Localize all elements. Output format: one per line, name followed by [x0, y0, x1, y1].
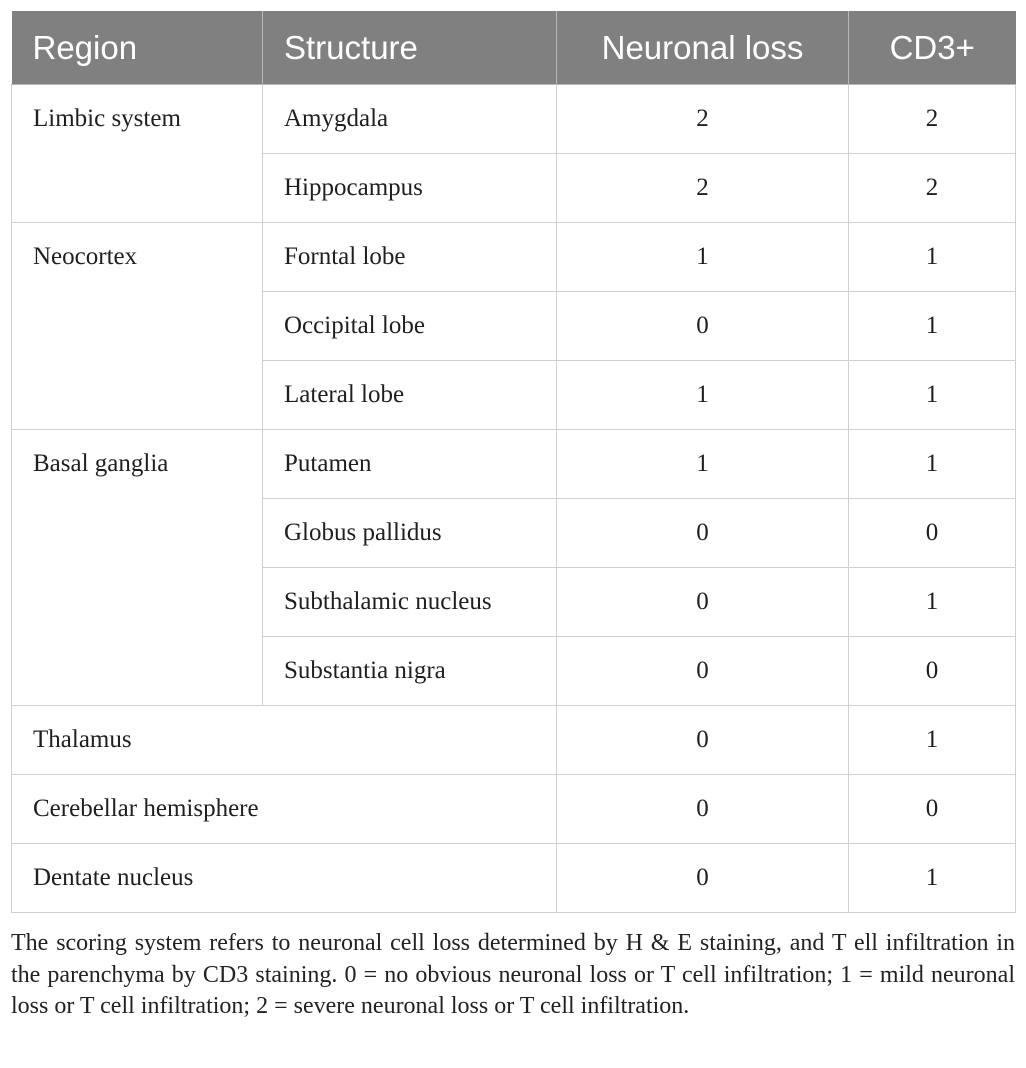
- cd3-cell: 0: [849, 775, 1016, 844]
- table-header-row: [12, 11, 1016, 85]
- structure-cell: Lateral lobe: [263, 361, 557, 430]
- structure-cell: Occipital lobe: [263, 292, 557, 361]
- header-structure: Structure: [263, 11, 557, 85]
- cd3-cell: 1: [849, 568, 1016, 637]
- structure-cell: Substantia nigra: [263, 637, 557, 706]
- neuronal-loss-cell: 1: [557, 223, 849, 292]
- region-cell: Dentate nucleus: [12, 844, 557, 913]
- table-row: [12, 223, 1016, 292]
- scoring-table: [11, 11, 1016, 913]
- cd3-cell: 1: [849, 292, 1016, 361]
- cd3-cell: 1: [849, 430, 1016, 499]
- cd3-cell: 1: [849, 361, 1016, 430]
- table-footnote: The scoring system refers to neuronal cell loss determined by H & E staining, and T ell infiltration in the parenchyma by CD3 staining. 0 = no obvious neuronal loss or T cell infiltration; 1 = mild neuronal loss or T cell infiltration; 2 = severe neuronal loss or T cell infiltration.: [11, 930, 1015, 1019]
- region-cell: Cerebellar hemisphere: [12, 775, 557, 844]
- region-cell: Limbic system: [12, 85, 263, 223]
- neuronal-loss-cell: 0: [557, 706, 849, 775]
- table-row: [12, 706, 1016, 775]
- structure-cell: Putamen: [263, 430, 557, 499]
- table-row: [12, 844, 1016, 913]
- neuronal-loss-cell: 1: [557, 430, 849, 499]
- region-cell: Thalamus: [12, 706, 557, 775]
- structure-cell: Amygdala: [263, 85, 557, 154]
- cd3-cell: 1: [849, 706, 1016, 775]
- neuronal-loss-cell: 2: [557, 85, 849, 154]
- structure-cell: Subthalamic nucleus: [263, 568, 557, 637]
- neuronal-loss-cell: 0: [557, 499, 849, 568]
- header-cd3: CD3+: [849, 11, 1016, 85]
- table-row: [12, 85, 1016, 154]
- region-cell: Neocortex: [12, 223, 263, 430]
- cd3-cell: 2: [849, 154, 1016, 223]
- neuronal-loss-cell: 0: [557, 292, 849, 361]
- neuronal-loss-cell: 2: [557, 154, 849, 223]
- cd3-cell: 2: [849, 85, 1016, 154]
- table-row: [12, 775, 1016, 844]
- cd3-cell: 0: [849, 637, 1016, 706]
- header-region: Region: [12, 11, 263, 85]
- structure-cell: Globus pallidus: [263, 499, 557, 568]
- neuronal-loss-cell: 0: [557, 637, 849, 706]
- region-cell: Basal ganglia: [12, 430, 263, 706]
- cd3-cell: 1: [849, 223, 1016, 292]
- cd3-cell: 0: [849, 499, 1016, 568]
- cd3-cell: 1: [849, 844, 1016, 913]
- neuronal-loss-cell: 1: [557, 361, 849, 430]
- structure-cell: Forntal lobe: [263, 223, 557, 292]
- neuronal-loss-cell: 0: [557, 775, 849, 844]
- header-neuronal-loss: Neuronal loss: [557, 11, 849, 85]
- table-row: [12, 430, 1016, 499]
- neuronal-loss-cell: 0: [557, 568, 849, 637]
- data-table-container: [11, 11, 1015, 913]
- neuronal-loss-cell: 0: [557, 844, 849, 913]
- structure-cell: Hippocampus: [263, 154, 557, 223]
